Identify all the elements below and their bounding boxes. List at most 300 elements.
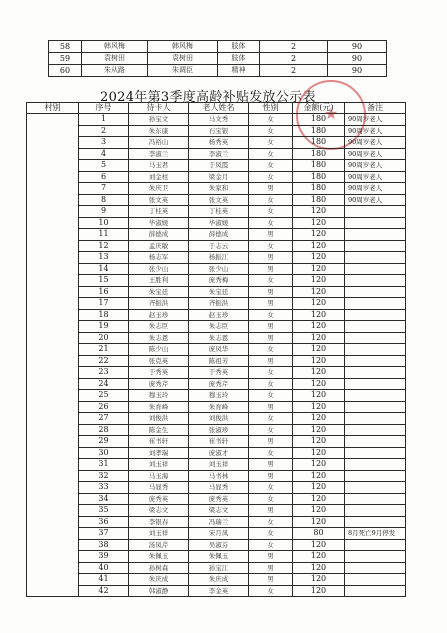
- table-row: [27, 562, 406, 574]
- table-header-row: [27, 103, 406, 114]
- cell-recipient: 穆玉玲: [129, 390, 189, 402]
- cell-category: 肢体: [218, 53, 260, 65]
- cell-gender: 女: [249, 275, 293, 287]
- cell-no: 28: [79, 424, 129, 436]
- cell-note: [345, 263, 406, 275]
- cell-note: [345, 562, 406, 574]
- cell-recipient: 朱育峰: [129, 401, 189, 413]
- cell-amount: 120: [293, 585, 345, 597]
- table-row: [27, 229, 406, 241]
- cell-amount: 80: [293, 528, 345, 540]
- table-row: [27, 217, 406, 229]
- cell-note: 90周岁老人: [345, 194, 406, 206]
- cell-no: 19: [79, 321, 129, 333]
- cell-gender: 男: [249, 401, 293, 413]
- cell-amount: 180: [293, 183, 345, 195]
- cell-gender: 男: [249, 355, 293, 367]
- subsidy-table: [26, 102, 406, 597]
- cell-name: 马书林: [189, 470, 249, 482]
- cell-gender: 女: [249, 482, 293, 494]
- cell-name: 于秀英: [189, 367, 249, 379]
- cell-no: 22: [79, 355, 129, 367]
- cell-name: 庞凤华: [189, 344, 249, 356]
- cell-recipient: 朱佩玉: [129, 551, 189, 563]
- cell-no: 17: [79, 298, 129, 310]
- cell-village: [27, 114, 79, 597]
- table-row: [27, 436, 406, 448]
- table-row: [49, 53, 387, 65]
- cell-name: 杨振江: [189, 252, 249, 264]
- cell-recipient: 汤凤芹: [129, 539, 189, 551]
- cell-name: 朱调臣: [148, 65, 218, 77]
- previous-page-table: [48, 40, 387, 77]
- cell-gender: 男: [249, 505, 293, 517]
- cell-amount: 120: [293, 424, 345, 436]
- cell-recipient: 毕淑媛: [129, 217, 189, 229]
- cell-amount: 120: [293, 367, 345, 379]
- cell-note: 90周岁老人: [345, 171, 406, 183]
- cell-note: [345, 493, 406, 505]
- cell-no: 40: [79, 562, 129, 574]
- table-row: [27, 298, 406, 310]
- cell-gender: 男: [249, 551, 293, 563]
- cell-no: 23: [79, 367, 129, 379]
- cell-note: [345, 459, 406, 471]
- cell-name: 崔书轩: [189, 436, 249, 448]
- cell-gender: 女: [249, 160, 293, 172]
- cell-no: 31: [79, 459, 129, 471]
- cell-amount: 120: [293, 459, 345, 471]
- table-row: [27, 309, 406, 321]
- cell-gender: 女: [249, 390, 293, 402]
- cell-name: 杨秀英: [189, 137, 249, 149]
- cell-note: 90周岁老人: [345, 148, 406, 160]
- table-row: [27, 114, 406, 126]
- header-no: 序号: [79, 103, 129, 114]
- cell-recipient: 刘孝瑞: [129, 447, 189, 459]
- cell-recipient: 丁桂英: [129, 206, 189, 218]
- cell-name: 马显秀: [189, 482, 249, 494]
- cell-name: 朱志恩: [189, 332, 249, 344]
- cell-no: 32: [79, 470, 129, 482]
- cell-amount: 120: [293, 321, 345, 333]
- cell-name: 张淑珍: [189, 424, 249, 436]
- cell-note: [345, 447, 406, 459]
- cell-amount: 120: [293, 275, 345, 287]
- cell-recipient: 陈金生: [129, 424, 189, 436]
- table-row: [27, 401, 406, 413]
- cell-name: 石宝银: [189, 125, 249, 137]
- cell-note: [345, 321, 406, 333]
- cell-recipient: 马显秀: [129, 482, 189, 494]
- cell-name: 梁金月: [189, 171, 249, 183]
- cell-gender: 女: [249, 137, 293, 149]
- table-row: [27, 470, 406, 482]
- cell-gender: 男: [249, 286, 293, 298]
- cell-no: 16: [79, 286, 129, 298]
- cell-gender: 男: [249, 562, 293, 574]
- cell-note: [345, 516, 406, 528]
- cell-recipient: 袁树田: [82, 53, 148, 65]
- cell-note: [345, 401, 406, 413]
- cell-amount: 180: [293, 148, 345, 160]
- cell-recipient: 冯裕山: [129, 137, 189, 149]
- cell-amount: 120: [293, 436, 345, 448]
- cell-note: [345, 367, 406, 379]
- cell-name: 袁树田: [148, 53, 218, 65]
- cell-note: [345, 585, 406, 597]
- cell-no: 13: [79, 252, 129, 264]
- cell-amount: 120: [293, 539, 345, 551]
- cell-name: 冯瑞兰: [189, 516, 249, 528]
- cell-recipient: 李银春: [129, 516, 189, 528]
- cell-amount: 90: [328, 53, 387, 65]
- cell-gender: 女: [249, 367, 293, 379]
- cell-gender: 男: [249, 459, 293, 471]
- cell-name: 朱育峰: [189, 401, 249, 413]
- cell-note: [345, 539, 406, 551]
- cell-recipient: 刘俊洪: [129, 413, 189, 425]
- cell-amount: 120: [293, 263, 345, 275]
- cell-note: [345, 413, 406, 425]
- cell-name: 庞秀英: [189, 493, 249, 505]
- cell-amount: 180: [293, 137, 345, 149]
- cell-gender: 女: [249, 413, 293, 425]
- cell-recipient: 李淑兰: [129, 148, 189, 160]
- header-name: 老人姓名: [189, 103, 249, 114]
- cell-no: 21: [79, 344, 129, 356]
- cell-note: [345, 551, 406, 563]
- cell-recipient: 朱庆成: [129, 574, 189, 586]
- table-row: [27, 160, 406, 172]
- table-row: [27, 148, 406, 160]
- table-row: [27, 378, 406, 390]
- cell-note: [345, 436, 406, 448]
- cell-amount: 120: [293, 413, 345, 425]
- cell-no: 29: [79, 436, 129, 448]
- cell-name: 朱庆成: [189, 574, 249, 586]
- table-row: [49, 41, 387, 53]
- table-row: [27, 171, 406, 183]
- cell-recipient: 孙树森: [129, 562, 189, 574]
- cell-level: 2: [260, 53, 328, 65]
- cell-note: [345, 229, 406, 241]
- header-note: 备注: [345, 103, 406, 114]
- cell-no: 6: [79, 171, 129, 183]
- cell-amount: 120: [293, 286, 345, 298]
- table-row: [27, 390, 406, 402]
- cell-level: 2: [260, 41, 328, 53]
- table-row: [27, 459, 406, 471]
- cell-name: 朱家和: [189, 183, 249, 195]
- table-row: [27, 493, 406, 505]
- cell-gender: 女: [249, 516, 293, 528]
- cell-name: 刘玉祥: [189, 459, 249, 471]
- cell-amount: 120: [293, 505, 345, 517]
- cell-recipient: 孙宝文: [129, 114, 189, 126]
- cell-gender: 女: [249, 240, 293, 252]
- table-row: [27, 263, 406, 275]
- cell-name: 朱宝廷: [189, 286, 249, 298]
- cell-no: 15: [79, 275, 129, 287]
- cell-gender: 女: [249, 539, 293, 551]
- table-row: [27, 344, 406, 356]
- table-row: [27, 551, 406, 563]
- cell-category: 肢体: [218, 41, 260, 53]
- table-row: [27, 424, 406, 436]
- cell-amount: 120: [293, 493, 345, 505]
- cell-name: 朱佩玉: [189, 551, 249, 563]
- cell-name: 宋月凤: [189, 528, 249, 540]
- cell-note: [345, 332, 406, 344]
- cell-name: 朱志臣: [189, 321, 249, 333]
- cell-amount: 120: [293, 378, 345, 390]
- cell-note: [345, 309, 406, 321]
- cell-recipient: 齐振洪: [129, 298, 189, 310]
- cell-gender: 女: [249, 148, 293, 160]
- cell-id: 58: [49, 41, 82, 53]
- cell-no: 9: [79, 206, 129, 218]
- cell-amount: 120: [293, 309, 345, 321]
- cell-amount: 120: [293, 252, 345, 264]
- cell-name: 张少山: [189, 263, 249, 275]
- table-row: [27, 355, 406, 367]
- cell-amount: 180: [293, 125, 345, 137]
- cell-amount: 120: [293, 516, 345, 528]
- cell-name: 孙宝江: [189, 562, 249, 574]
- cell-gender: 女: [249, 194, 293, 206]
- cell-no: 30: [79, 447, 129, 459]
- table-row: [27, 539, 406, 551]
- cell-name: 张文英: [189, 194, 249, 206]
- cell-amount: 120: [293, 401, 345, 413]
- cell-no: 2: [79, 125, 129, 137]
- cell-recipient: 张克英: [129, 355, 189, 367]
- cell-name: 李金英: [189, 585, 249, 597]
- cell-no: 39: [79, 551, 129, 563]
- table-row: [27, 183, 406, 195]
- cell-no: 41: [79, 574, 129, 586]
- cell-name: 齐振洪: [189, 298, 249, 310]
- cell-note: [345, 505, 406, 517]
- cell-gender: 男: [249, 229, 293, 241]
- cell-amount: 120: [293, 229, 345, 241]
- cell-gender: 女: [249, 217, 293, 229]
- table-row: [27, 321, 406, 333]
- table-row: [27, 574, 406, 586]
- cell-name: 梁志文: [189, 505, 249, 517]
- cell-note: [345, 355, 406, 367]
- cell-recipient: 刘玉祥: [129, 459, 189, 471]
- cell-amount: 120: [293, 562, 345, 574]
- cell-gender: 男: [249, 574, 293, 586]
- table-row: [27, 482, 406, 494]
- cell-name: 马文秀: [189, 114, 249, 126]
- cell-recipient: 刘金柱: [129, 171, 189, 183]
- table-row: [27, 286, 406, 298]
- table-row: [27, 505, 406, 517]
- cell-name: 赵玉珍: [189, 309, 249, 321]
- cell-gender: 女: [249, 309, 293, 321]
- cell-gender: 女: [249, 171, 293, 183]
- header-gender: 性别: [249, 103, 293, 114]
- cell-recipient: 马玉海: [129, 470, 189, 482]
- cell-amount: 120: [293, 447, 345, 459]
- cell-note: [345, 378, 406, 390]
- cell-note: [345, 390, 406, 402]
- cell-recipient: 陈少山: [129, 344, 189, 356]
- cell-recipient: 庞秀英: [129, 493, 189, 505]
- table-row: [27, 125, 406, 137]
- cell-note: [345, 240, 406, 252]
- cell-gender: 女: [249, 585, 293, 597]
- cell-gender: 女: [249, 528, 293, 540]
- cell-no: 3: [79, 137, 129, 149]
- header-amount: 金额(元): [293, 103, 345, 114]
- cell-recipient: 孟庆敏: [129, 240, 189, 252]
- cell-no: 38: [79, 539, 129, 551]
- cell-amount: 120: [293, 574, 345, 586]
- cell-note: 90周岁老人: [345, 183, 406, 195]
- cell-amount: 120: [293, 390, 345, 402]
- cell-note: 90周岁老人: [345, 114, 406, 126]
- cell-recipient: 崔书轩: [129, 436, 189, 448]
- cell-name: 刘俊洪: [189, 413, 249, 425]
- cell-amount: 120: [293, 206, 345, 218]
- cell-gender: 男: [249, 470, 293, 482]
- cell-gender: 女: [249, 424, 293, 436]
- cell-amount: 180: [293, 171, 345, 183]
- cell-recipient: 朱东康: [129, 125, 189, 137]
- cell-name: 庞淑才: [189, 447, 249, 459]
- cell-gender: 女: [249, 344, 293, 356]
- table-row: [27, 367, 406, 379]
- cell-gender: 男: [249, 298, 293, 310]
- cell-note: [345, 424, 406, 436]
- subsidy-table-body: [27, 114, 406, 597]
- cell-gender: 男: [249, 183, 293, 195]
- cell-no: 7: [79, 183, 129, 195]
- cell-gender: 男: [249, 263, 293, 275]
- cell-name: 薛德成: [189, 229, 249, 241]
- cell-name: 吴淑芬: [189, 539, 249, 551]
- cell-gender: 女: [249, 125, 293, 137]
- cell-note: [345, 286, 406, 298]
- cell-no: 12: [79, 240, 129, 252]
- cell-recipient: 朱庆卫: [129, 183, 189, 195]
- cell-name: 丁桂英: [189, 206, 249, 218]
- table-row: [27, 516, 406, 528]
- cell-recipient: 韩淑静: [129, 585, 189, 597]
- cell-no: 5: [79, 160, 129, 172]
- cell-amount: 120: [293, 551, 345, 563]
- cell-gender: 女: [249, 114, 293, 126]
- cell-no: 25: [79, 390, 129, 402]
- table-row: [27, 240, 406, 252]
- table-row: [27, 252, 406, 264]
- cell-no: 33: [79, 482, 129, 494]
- cell-note: 90周岁老人: [345, 137, 406, 149]
- cell-name: 毕淑媛: [189, 217, 249, 229]
- cell-no: 35: [79, 505, 129, 517]
- cell-note: [345, 482, 406, 494]
- cell-note: 90周岁老人: [345, 160, 406, 172]
- table-row: [27, 206, 406, 218]
- cell-recipient: 朱志恩: [129, 332, 189, 344]
- cell-no: 1: [79, 114, 129, 126]
- header-village: 村别: [27, 103, 79, 114]
- cell-recipient: 朱志臣: [129, 321, 189, 333]
- cell-category: 精神: [218, 65, 260, 77]
- seal-star-icon: ★: [323, 104, 339, 123]
- cell-no: 27: [79, 413, 129, 425]
- cell-recipient: 马玉君: [129, 160, 189, 172]
- cell-recipient: 刘玉祥: [129, 528, 189, 540]
- cell-no: 20: [79, 332, 129, 344]
- header-recipient: 待卡人: [129, 103, 189, 114]
- cell-recipient: 梁志文: [129, 505, 189, 517]
- cell-amount: 180: [293, 194, 345, 206]
- cell-no: 26: [79, 401, 129, 413]
- cell-amount: 120: [293, 482, 345, 494]
- cell-gender: 女: [249, 447, 293, 459]
- cell-recipient: 张少山: [129, 263, 189, 275]
- cell-name: 穆玉玲: [189, 390, 249, 402]
- table-row: [27, 447, 406, 459]
- cell-recipient: 赵玉珍: [129, 309, 189, 321]
- cell-amount: 90: [328, 65, 387, 77]
- cell-amount: 90: [328, 41, 387, 53]
- cell-no: 11: [79, 229, 129, 241]
- cell-amount: 180: [293, 114, 345, 126]
- cell-amount: 120: [293, 332, 345, 344]
- cell-recipient: 庞秀芹: [129, 378, 189, 390]
- cell-amount: 120: [293, 355, 345, 367]
- cell-no: 8: [79, 194, 129, 206]
- table-row: [27, 413, 406, 425]
- cell-note: 90周岁老人: [345, 125, 406, 137]
- cell-recipient: 朱从路: [82, 65, 148, 77]
- cell-amount: 120: [293, 240, 345, 252]
- cell-amount: 120: [293, 470, 345, 482]
- cell-amount: 120: [293, 344, 345, 356]
- cell-gender: 女: [249, 378, 293, 390]
- cell-note: [345, 275, 406, 287]
- cell-no: 36: [79, 516, 129, 528]
- cell-gender: 男: [249, 436, 293, 448]
- table-row: [27, 275, 406, 287]
- cell-note: [345, 344, 406, 356]
- cell-no: 10: [79, 217, 129, 229]
- table-row: [27, 194, 406, 206]
- cell-no: 4: [79, 148, 129, 160]
- cell-no: 18: [79, 309, 129, 321]
- cell-name: 庞秀芹: [189, 378, 249, 390]
- table-row: [27, 332, 406, 344]
- cell-name: 于志云: [189, 240, 249, 252]
- cell-amount: 180: [293, 160, 345, 172]
- table-row: [27, 528, 406, 540]
- cell-id: 60: [49, 65, 82, 77]
- cell-no: 42: [79, 585, 129, 597]
- cell-gender: 男: [249, 332, 293, 344]
- cell-recipient: 于秀英: [129, 367, 189, 379]
- cell-amount: 120: [293, 217, 345, 229]
- cell-name: 韩风梅: [148, 41, 218, 53]
- cell-id: 59: [49, 53, 82, 65]
- cell-amount: 120: [293, 298, 345, 310]
- cell-level: 2: [260, 65, 328, 77]
